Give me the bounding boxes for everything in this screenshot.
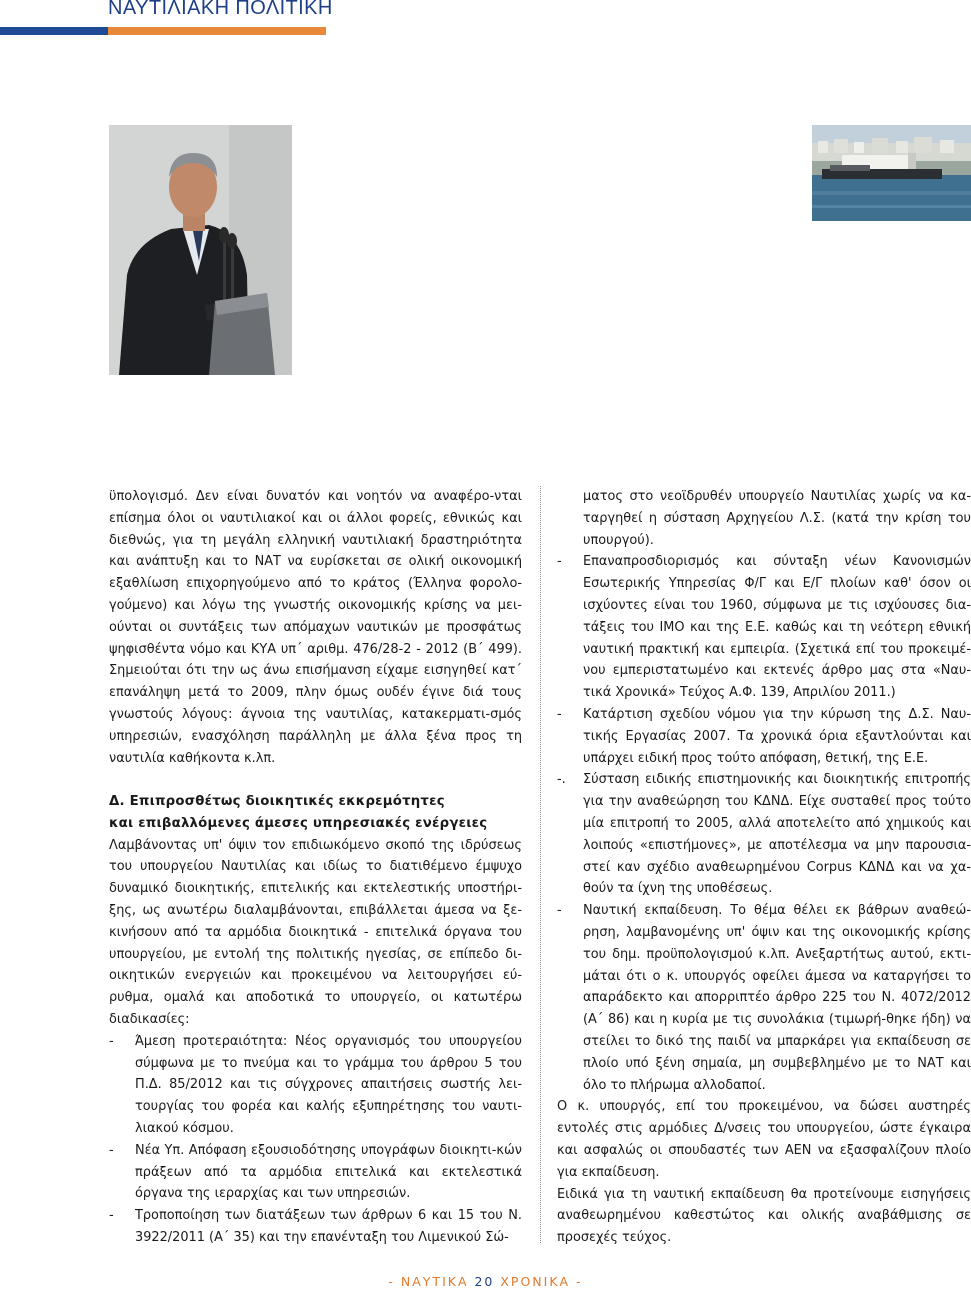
section-heading-line-1: Δ. Επιπροσθέτως διοικητικές εκκρεμότητες [109, 794, 445, 810]
harbor-photo [812, 125, 971, 221]
harbor-illustration [812, 125, 971, 221]
list-item-text: Άμεση προτεραιότητα: Νέος οργανισμός του υπουργείου σύμφωνα με το πνεύμα και το γράμμα του άρθρου 5 του Π.Δ. 85/2012 και τις σύγχρονες απαιτήσεις σωστής λει-τουργίας του φορέα και καλής εξυπηρέτησης του ναυτι-λιακού κόσμου. [135, 1033, 522, 1136]
list-item [109, 1031, 522, 1140]
list-item [109, 1205, 522, 1249]
footer-prefix: - ΝΑΥΤΙΚΑ [388, 1274, 475, 1289]
speaker-illustration [109, 125, 292, 375]
list-item-text: Ναυτική εκπαίδευση. Το θέμα θέλει εκ βάθρων αναθεώ-ρηση, λαμβανομένης υπ' όψιν και της οικονομικής κρίσης του δημ. προϋπολογισμού κ.λπ. Ανεξαρτήτως αυτού, εκτι-μάται ότι ο κ. υπουργός οφείλει άμεσα να καταργήσει το απαράδεκτο και απορριπτέο άρθρο 225 του Ν. 4072/2012 (Α΄ 86) και η κυρία με τις συνολάκια (τιμωρή-θηκε ήδη) να στείλει το δικό της παιδί να μπαρκάρει για εκπαίδευση σε πλοίο υπό ξένη σημαία, μη συμβεβλημένο με το ΝΑΤ και όλο το πλήρωμα αλλοδαποί. [583, 903, 971, 1093]
list-item [109, 1140, 522, 1205]
list-item-text: Κατάρτιση σχεδίου νόμου για την κύρωση της Δ.Σ. Ναυ-τικής Εργασίας 2007. Τα χρονικά όρια εξαντλούνται και υπάρχει ειδική προς τούτο απόφαση, θετική, της Ε.Ε. [583, 706, 971, 766]
procedures-list-left [109, 1031, 522, 1249]
procedures-list-right [557, 551, 971, 1096]
speaker-photo [109, 125, 292, 375]
header-bar-blue [0, 27, 108, 35]
list-dash: -. [557, 772, 566, 788]
footer-suffix: ΧΡΟΝΙΚΑ - [494, 1274, 583, 1289]
continued-item-text: ματος στο νεοϊδρυθέν υπουργείο Ναυτιλίας χωρίς να κα-ταργηθεί η σύσταση Αρχηγείου Λ.Σ. (κατά την κρίση του υπουργού). [583, 489, 971, 548]
list-dash: - [109, 1208, 114, 1224]
section-gap [109, 769, 522, 791]
closing-paragraph-1: Ο κ. υπουργός, επί του προκειμένου, να δώσει αυστηρές εντολές στις αρμόδιες Δ/νσεις του υπουργείου, ώστε έγκαιρα και ασφαλώς οι σπουδαστές των ΑΕΝ να εξασφαλίζουν πλοίο για εκπαίδευση. [557, 1099, 971, 1180]
list-item-text: Τροποποίηση των διατάξεων των άρθρων 6 και 15 του Ν. 3922/2011 (Α΄ 35) και την επανένταξη του Λιμενικού Σώ- [135, 1208, 522, 1245]
right-column [557, 486, 971, 1249]
list-item [557, 900, 971, 1096]
list-dash: - [109, 1142, 114, 1158]
list-item [557, 704, 971, 769]
list-item-text: Νέα Υπ. Απόφαση εξουσιοδότησης υπογράφων διοικητι-κών πράξεων από τα αρμόδια επιτελικά και εκτελεστικά όργανα της ιεραρχίας και των υπηρεσιών. [135, 1142, 522, 1202]
page-number: 20 [474, 1274, 495, 1289]
intro-paragraph: ϋπολογισμό. Δεν είναι δυνατόν και νοητόν να αναφέρο-νται επίσημα όλοι οι ναυτιλιακοί και οι άλλοι φορείς, εθνικώς και διεθνώς, για τη μεγάλη ελληνική ναυτιλιακή δραστηριότητα και ανάπτυξη και το ΝΑΤ να ευρίσκεται σε ολική οικονομική εξαθλίωση επιχορηγούμενο από το κράτος (Έλληνα φορολο-γούμενο) και λόγω της γνωστής οικονομικής κρίσης να μει-ούνται οι συντάξεις των απόμαχων ναυτικών με προσφάτως ψηφισθέντα νόμο και ΚΥΑ υπ΄ αριθμ. 476/28-2 - 2012 (Β΄ 499). Σημειούται ότι την ως άνω επισήμανση είχαμε εισηγηθεί κατ΄ επανάληψη μετά το 2009, πλην όμως ουδέν έγινε διά τους γνωστούς λόγους: άγνοια της ναυτιλίας, κατακερματι-σμός υπηρεσιών, ενασχόληση παράλληλη με άλλα ξένα προς τη ναυτιλία καθήκοντα κ.λπ. [109, 489, 522, 766]
column-divider [540, 486, 541, 1243]
list-dash: - [557, 706, 562, 722]
section-heading [109, 791, 522, 834]
list-item-text: Επαναπροσδιορισμός και σύνταξη νέων Κανονισμών Εσωτερικής Υπηρεσίας Φ/Γ και Ε/Γ πλοίων καθ' όσον οι ισχύοντες είναι του 1960, σύμφωνα με τις ισχύουσες δια-τάξεις του ΙΜΟ και της Ε.Ε. καθώς και τη νεότερη εθνική ναυτική πρακτική και εμπειρία. (Σχετικά επί του προκειμέ-νου εμπεριστατωμένο και εκτενές άρθρο μας στα «Ναυ-τικά Χρονικά» Τεύχος Α.Φ. 139, Απριλίου 2011.) [583, 554, 971, 701]
list-item [557, 769, 971, 900]
body-paragraph: Λαμβάνοντας υπ' όψιν τον επιδιωκόμενο σκοπό της ιδρύσεως του υπουργείου Ναυτιλίας και ιδίως το διατιθέμενο έμψυχο δυναμικό διοικητικής, επιτελικής και εκτελεστικής υποστήρι-ξης, ως ανωτέρω διαλαμβάνονται, επιβάλλεται άμεσα να ξε-κινήσουν από τα αρμόδια διοικητικά - επιτελικά όργανα του υπουργείου, με εντολή της πολιτικής ηγεσίας, σε επίπεδο δι-οικητικών ενεργειών και προκειμένου να λειτουργήσει εύ-ρυθμα, ομαλά και αποδοτικά το υπουργείο, οι κατωτέρω διαδικασίες: [109, 837, 522, 1027]
section-title: ΝΑΥΤΙΛΙΑΚΗ ΠΟΛΙΤΙΚΗ [108, 0, 333, 19]
list-dash: - [557, 903, 562, 919]
list-dash: - [557, 554, 562, 570]
list-item-text: Σύσταση ειδικής επιστημονικής και διοικητικής επιτροπής για την αναθεώρηση του ΚΔΝΔ. Είχε συσταθεί προς τούτο μία επιτροπή το 2005, αλλά αποτελείτο από χημικούς και λοιπούς «επιστήμονες», με αποτέλεσμα να μην παρουσια-στεί καν σχέδιο αναθεωρημένου Corpus ΚΔΝΔ και να χα-θούν τα ίχνη της υποθέσεως. [583, 772, 971, 897]
header-bar-orange [108, 27, 326, 35]
list-item [557, 551, 971, 704]
section-heading-line-2: και επιβαλλόμενες άμεσες υπηρεσιακές ενέργειες [109, 815, 488, 831]
page-footer [0, 1274, 971, 1289]
closing-paragraph-2: Ειδικά για τη ναυτική εκπαίδευση θα προτείνουμε εισηγήσεις αναθεωρημένου καθεστώτος και ολικής αναβάθμισης σε προσεχές τεύχος. [557, 1186, 971, 1246]
left-column [109, 486, 522, 1249]
list-dash: - [109, 1033, 114, 1049]
